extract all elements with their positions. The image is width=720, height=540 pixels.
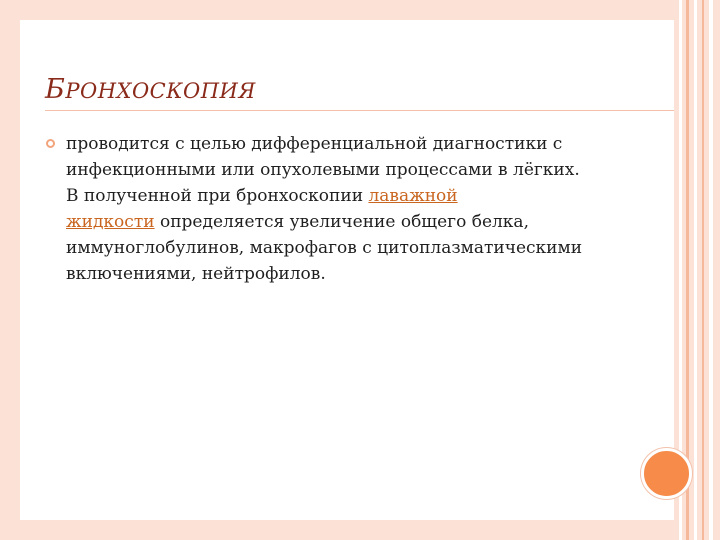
bullet-line-2: инфекционными или опухолевыми процессами в лёгких.	[66, 160, 580, 180]
slide-title-rest: РОНХОСКОПИЯ	[65, 79, 256, 103]
bullet-line-4	[66, 209, 646, 235]
decorative-stripe	[709, 0, 713, 540]
bullet-line-3	[66, 183, 646, 209]
frame-bottom-border	[0, 520, 674, 540]
slide-title	[45, 74, 256, 105]
orange-circle-decoration	[641, 448, 692, 499]
bullet-line-1: проводится с целью дифференциальной диагностики с	[66, 134, 563, 154]
lavage-link[interactable]: лаважной	[368, 186, 458, 206]
decorative-stripe	[694, 0, 697, 540]
slide-title-initial: Б	[45, 74, 66, 105]
bullet-line-6: включениями, нейтрофилов.	[66, 264, 326, 284]
bullet-line-3-text: В полученной при бронхоскопии	[66, 186, 369, 206]
fluid-link[interactable]: жидкости	[66, 212, 155, 232]
title-divider	[45, 110, 674, 111]
frame-left-border	[0, 0, 20, 540]
frame-top-border	[0, 0, 674, 20]
bullet-line-5: иммуноглобулинов, макрофагов с цитоплазматическими	[66, 238, 583, 258]
decorative-stripe	[702, 0, 704, 540]
bullet-line-4-text: определяется увеличение общего белка,	[154, 212, 529, 232]
bullet-paragraph	[66, 131, 646, 287]
hollow-circle-bullet-icon	[46, 139, 55, 148]
